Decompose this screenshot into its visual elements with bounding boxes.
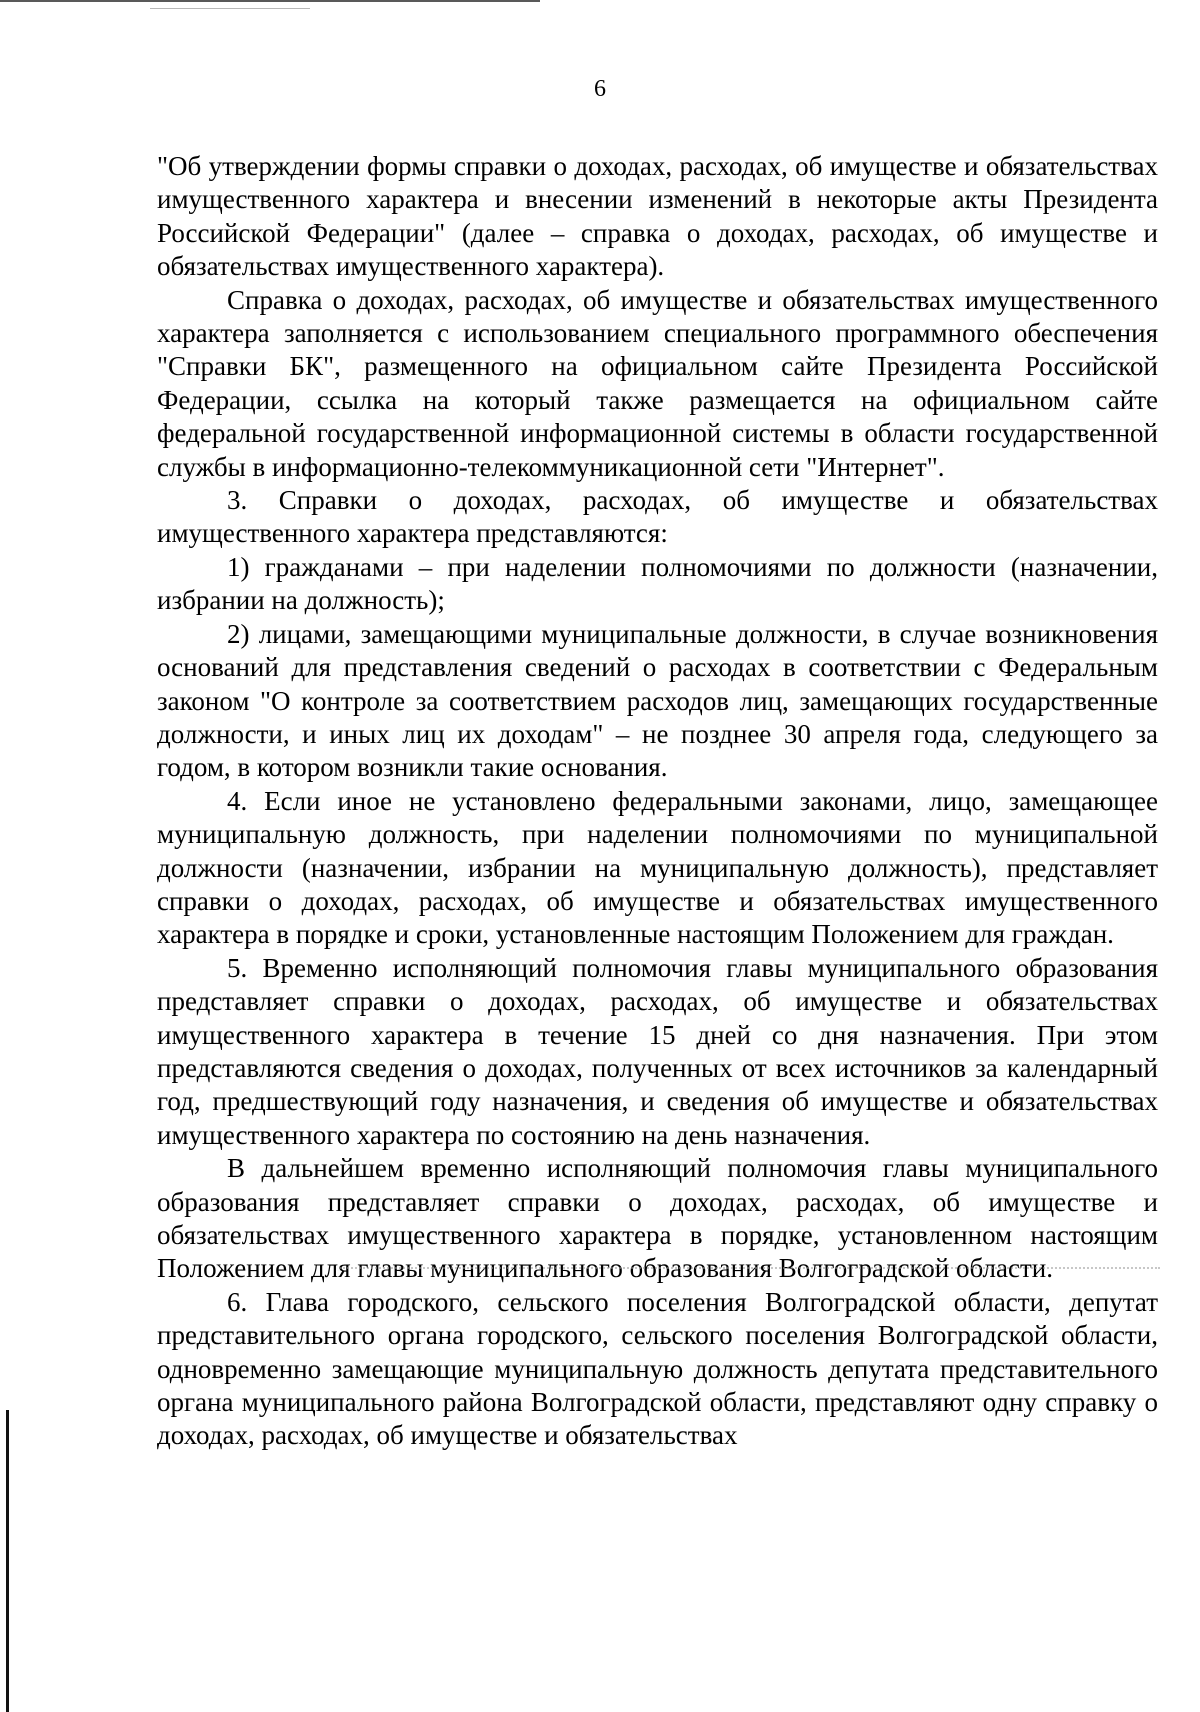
document-body [157,150,1158,1453]
scan-artifact-dots [340,1267,1160,1271]
paragraph-subitem-2: 2) лицами, замещающими муниципальные должности, в случае возникновения оснований для представления сведений о расходах в соответствии с Федеральным законом "О контроле за соответствием расходов лиц, замещающих государственные должности, и иных лиц их доходам" – не позднее 30 апреля года, следующего за годом, в котором возникли такие основания. [157,618,1158,783]
paragraph-spravka-software: Справка о доходах, расходах, об имуществе и обязательствах имущественного характера заполняется с использованием специального программного обеспечения "Справки БК", размещенного на официальном сайте Президента Российской Федерации, ссылка на который также размещается на официальном сайте федеральной государственной информационной системы в области государственной службы в информационно-телекоммуникационной сети "Интернет". [157,284,1158,482]
paragraph-item-3: 3. Справки о доходах, расходах, об имуществе и обязательствах имущественного характера представляются: [157,485,1158,549]
scan-edge-top [0,0,540,8]
paragraph-continuation: "Об утверждении формы справки о доходах, расходах, об имуществе и обязательствах имущественного характера и внесении изменений в некоторые акты Президента Российской Федерации" (далее – справка о доходах, расходах, об имуществе и обязательствах имущественного характера). [157,151,1158,282]
paragraph-item-5-continued: В дальнейшем временно исполняющий полномочия главы муниципального образования представляет справки о доходах, расходах, об имуществе и обязательствах имущественного характера в порядке, установленном настоящим Положением для главы муниципального образования Волгоградской области. [157,1153,1158,1284]
paragraph-item-4: 4. Если иное не установлено федеральными законами, лицо, замещающее муниципальную должность, при наделении полномочиями по муниципальной должности (назначении, избрании на муниципальную должность), представляет справки о доходах, расходах, об имуществе и обязательствах имущественного характера в порядке и сроки, установленные настоящим Положением для граждан. [157,785,1158,950]
paragraph-item-5: 5. Временно исполняющий полномочия главы муниципального образования представляет справки о доходах, расходах, об имуществе и обязательствах имущественного характера в течение 15 дней со дня назначения. При этом представляются сведения о доходах, полученных от всех источников за календарный год, предшествующий году назначения, и сведения об имуществе и обязательствах имущественного характера по состоянию на день назначения. [157,952,1158,1150]
paragraph-subitem-1: 1) гражданами – при наделении полномочиями по должности (назначении, избрании на должность); [157,551,1158,616]
page-number: 6 [594,76,606,102]
paragraph-item-6: 6. Глава городского, сельского поселения Волгоградской области, депутат представительного органа городского, сельского поселения Волгоградской области, одновременно замещающие муниципальную должность депутата представительного органа муниципального района Волгоградской области, представляют одну справку о доходах, расходах, об имуществе и обязательствах [157,1286,1158,1451]
scan-edge-left [6,1410,9,1712]
